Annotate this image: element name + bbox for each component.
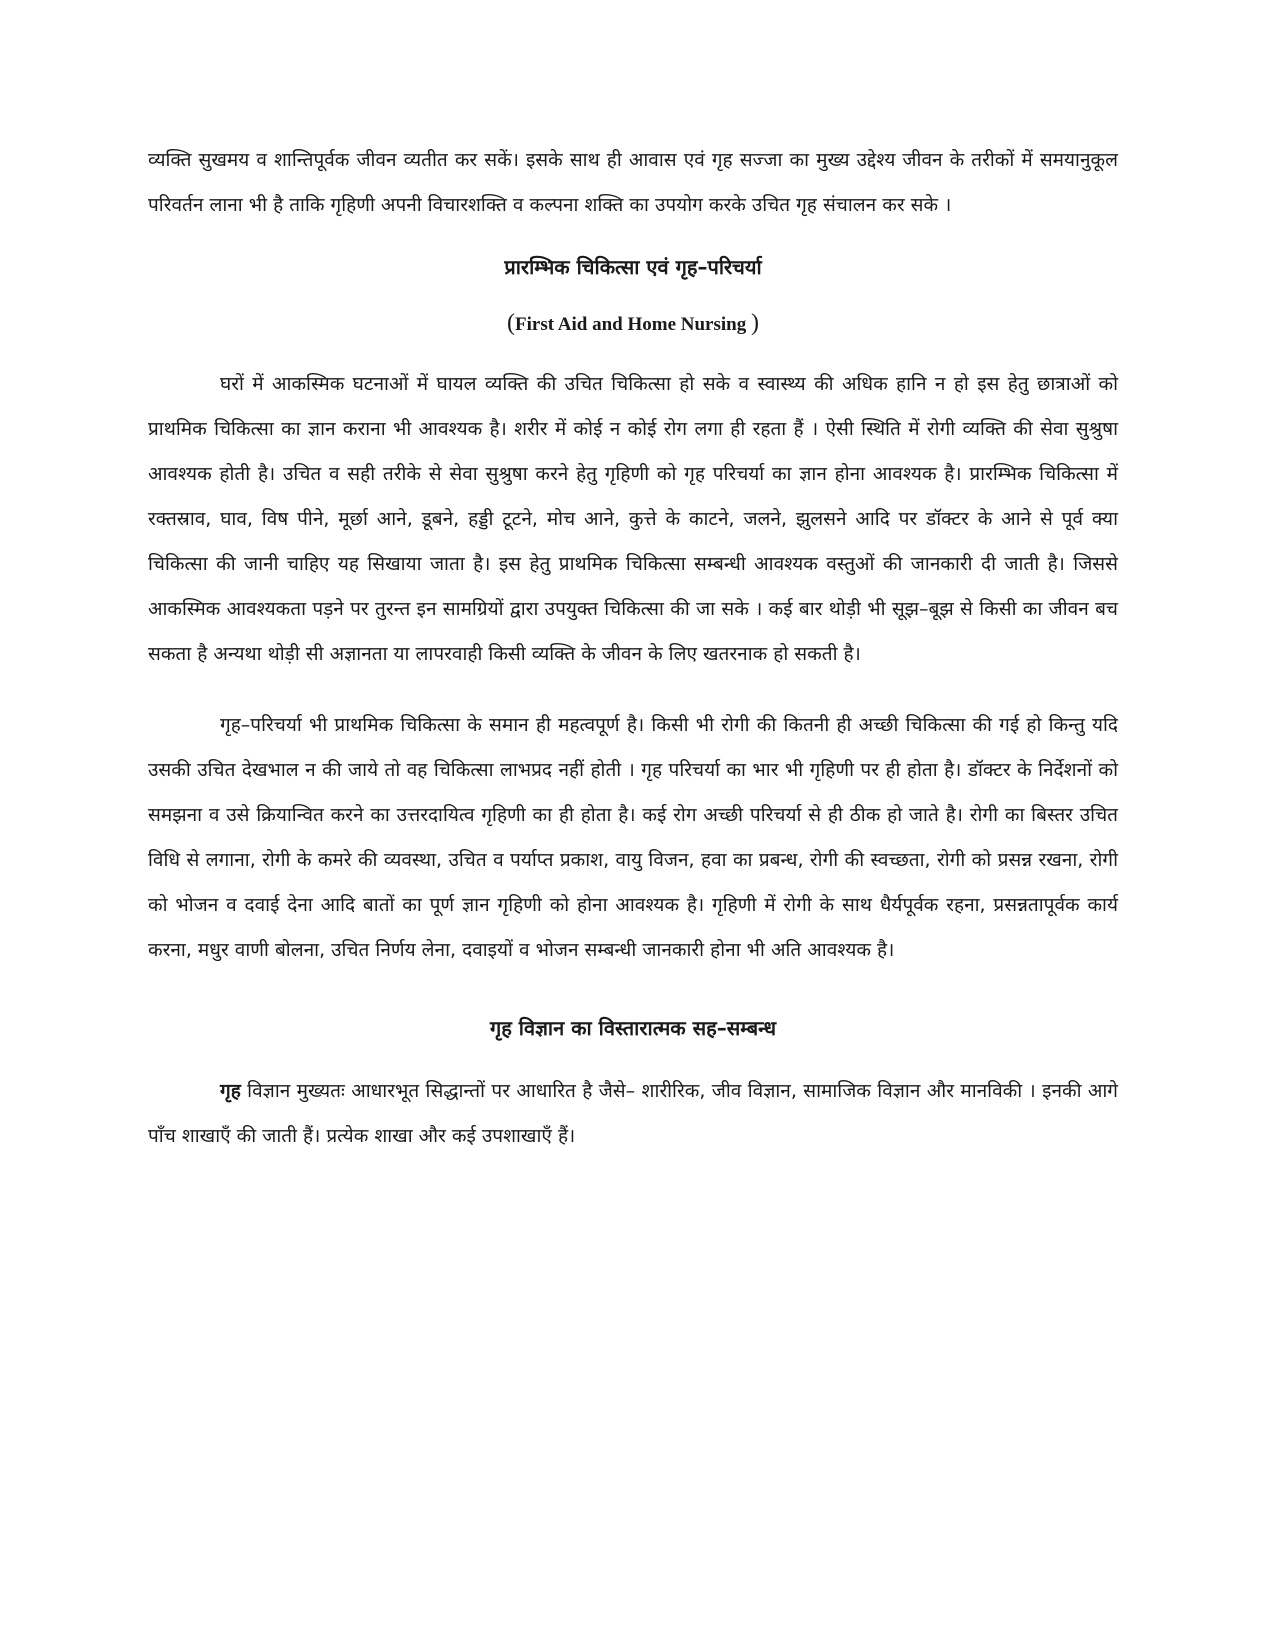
- section-subheading-english: [148, 308, 1118, 340]
- home-science-paragraph: [148, 1069, 1118, 1159]
- intro-paragraph: व्यक्ति सुखमय व शान्तिपूर्वक जीवन व्यतीत कर सकें। इसके साथ ही आवास एवं गृह सज्जा का मुख्य उद्देश्य जीवन के तरीकों में समयानुकूल परिवर्तन लाना भी है ताकि गृहिणी अपनी विचारशक्ति व कल्पना शक्ति का उपयोग करके उचित गृह संचालन कर सके ।: [148, 149, 1118, 216]
- subheading-open-paren: (: [507, 310, 516, 336]
- first-aid-paragraph: घरों में आकस्मिक घटनाओं में घायल व्यक्ति की उचित चिकित्सा हो सके व स्वास्थ्य की अधिक हानि न हो इस हेतु छात्राओं को प्राथमिक चिकित्सा का ज्ञान कराना भी आवश्यक है। शरीर में कोई न कोई रोग लगा ही रहता हैं । ऐसी स्थिति में रोगी व्यक्ति की सेवा सुश्रुषा आवश्यक होती है। उचित व सही तरीके से सेवा सुश्रुषा करने हेतु गृहिणी को गृह परिचर्या का ज्ञान होना आवश्यक है। प्रारम्भिक चिकित्सा में रक्तस्राव, घाव, विष पीने, मूर्छा आने, डूबने, हड्डी टूटने, मोच आने, कुत्ते के काटने, जलने, झुलसने आदि पर डॉक्टर के आने से पूर्व क्या चिकित्सा की जानी चाहिए यह सिखाया जाता है। इस हेतु प्राथमिक चिकित्सा सम्बन्धी आवश्यक वस्तुओं की जानकारी दी जाती है। जिससे आकस्मिक आवश्यकता पड़ने पर तुरन्त इन सामग्रियों द्वारा उपयुक्त चिकित्सा की जा सके । कई बार थोड़ी भी सूझ–बूझ से किसी का जीवन बच सकता है अन्यथा थोड़ी सी अज्ञानता या लापरवाही किसी व्यक्ति के जीवन के लिए खतरनाक हो सकती है।: [148, 373, 1118, 665]
- subheading-close-paren: ): [750, 310, 759, 336]
- lead-word: गृह: [220, 1080, 241, 1102]
- home-nursing-paragraph: गृह–परिचर्या भी प्राथमिक चिकित्सा के समान ही महत्वपूर्ण है। किसी भी रोगी की कितनी ही अच्छी चिकित्सा की गई हो किन्तु यदि उसकी उचित देखभाल न की जाये तो वह चिकित्सा लाभप्रद नहीं होती । गृह परिचर्या का भार भी गृहिणी पर ही होता है। डॉक्टर के निर्देशनों को समझना व उसे क्रियान्वित करने का उत्तरदायित्व गृहिणी का ही होता है। कई रोग अच्छी परिचर्या से ही ठीक हो जाते है। रोगी का बिस्तर उचित विधि से लगाना, रोगी के कमरे की व्यवस्था, उचित व पर्याप्त प्रकाश, वायु विजन, हवा का प्रबन्ध, रोगी की स्वच्छता, रोगी को प्रसन्न रखना, रोगी को भोजन व दवाई देना आदि बातों का पूर्ण ज्ञान गृहिणी को होना आवश्यक है। गृहिणी में रोगी के साथ धैर्यपूर्वक रहना, प्रसन्नतापूर्वक कार्य करना, मधुर वाणी बोलना, उचित निर्णय लेना, दवाइयों व भोजन सम्बन्धी जानकारी होना भी अति आवश्यक है।: [148, 714, 1118, 961]
- section-heading-home-science: गृह विज्ञान का विस्तारात्मक सह–सम्बन्ध: [489, 1016, 777, 1040]
- document-page: [148, 138, 1118, 1159]
- home-science-paragraph-text: विज्ञान मुख्यतः आधारभूत सिद्धान्तों पर आधारित है जैसे– शारीरिक, जीव विज्ञान, सामाजिक विज्ञान और मानविकी । इनकी आगे पाँच शाखाएँ की जाती हैं। प्रत्येक शाखा और कई उपशाखाएँ हैं।: [148, 1080, 1118, 1147]
- subheading-text: First Aid and Home Nursing: [515, 314, 747, 335]
- section-heading-first-aid: प्रारम्भिक चिकित्सा एवं गृह–परिचर्या: [504, 255, 762, 279]
